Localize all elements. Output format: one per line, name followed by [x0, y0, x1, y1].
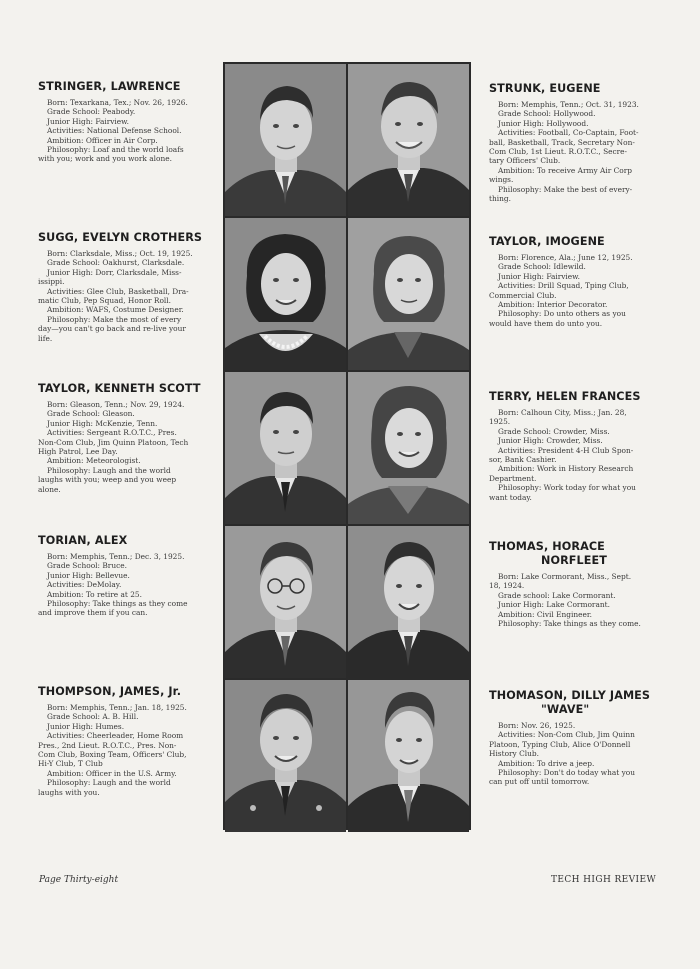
junior-high-line: Junior High: Fairview.	[498, 271, 580, 281]
student-name: TAYLOR, IMOGENE	[489, 235, 605, 248]
student-name: SUGG, EVELYN CROTHERS	[38, 231, 203, 244]
activities-line: Activities: Football, Co-Captain, Foot-	[498, 128, 639, 138]
student-name-line2: NORFLEET	[541, 554, 607, 567]
portrait-torian	[225, 526, 346, 678]
activities-line: Activities: National Defense School.	[47, 126, 182, 136]
entry-thomason	[489, 689, 665, 787]
portrait-grid	[223, 62, 471, 830]
portrait-terry	[348, 372, 469, 524]
philosophy-line-cont: would have them do unto you.	[489, 318, 603, 328]
student-nickname: "WAVE"	[541, 703, 590, 716]
philosophy-line: Philosophy: Take things as they come.	[498, 619, 641, 629]
portrait-taylor-imogene	[348, 218, 469, 370]
junior-high-line: Junior High: Hollywood.	[498, 118, 589, 128]
junior-high-line: Junior High: Crowder, Miss.	[498, 436, 603, 446]
portrait-male-image	[225, 680, 346, 832]
ambition-line-cont: wings.	[489, 175, 514, 185]
philosophy-line: Philosophy: Laugh and the world	[47, 465, 171, 475]
philosophy-line: Philosophy: Work today for what you	[498, 483, 636, 493]
philosophy-line-cont: with you; work and you work alone.	[38, 154, 172, 164]
activities-line-cont: Platoon, Typing Club, Alice O'Donnell	[489, 739, 631, 749]
student-name: TORIAN, ALEX	[38, 534, 128, 547]
student-name-line1: THOMASON, DILLY JAMES	[489, 689, 651, 702]
activities-line-cont: ball, Basketball, Track, Secretary Non-	[489, 137, 635, 147]
ambition-line: Ambition: WAFS, Costume Designer.	[47, 305, 184, 315]
ambition-line: Ambition: Civil Engineer.	[498, 609, 592, 619]
philosophy-line: Philosophy: Make the best of every-	[498, 184, 633, 194]
entry-stringer	[38, 80, 214, 164]
portrait-thomason	[348, 680, 469, 832]
portrait-male-image	[348, 64, 469, 216]
entry-terry	[489, 390, 665, 502]
junior-high-line: Junior High: Humes.	[47, 721, 125, 731]
entry-strunk	[489, 82, 665, 203]
portrait-male-image	[348, 526, 469, 678]
grade-school-line: Grade School: Bruce.	[47, 561, 127, 571]
activities-line-cont: Commercial Club.	[489, 290, 557, 300]
entry-taylor-kenneth	[38, 382, 214, 494]
entry-thompson	[38, 685, 214, 797]
portrait-sugg	[225, 218, 346, 370]
activities-line-cont: Com Club, Boxing Team, Officers' Club,	[38, 750, 187, 760]
junior-high-line: Junior High: Lake Cormorant.	[498, 600, 610, 610]
philosophy-line-cont: want today.	[489, 492, 532, 502]
philosophy-line-cont: thing.	[489, 194, 511, 204]
activities-line: Activities: Non-Com Club, Jim Quinn	[498, 730, 635, 740]
activities-line: Activities: President 4-H Club Spon-	[498, 445, 634, 455]
portrait-male-image	[225, 64, 346, 216]
philosophy-line-cont: life.	[38, 333, 53, 343]
entry-sugg	[38, 231, 214, 343]
student-name: TAYLOR, KENNETH SCOTT	[38, 382, 201, 395]
activities-line-cont: tary Officers' Club.	[489, 156, 561, 166]
student-name	[489, 540, 665, 568]
activities-line-cont: Pres., 2nd Lieut. R.O.T.C., Pres. Non-	[38, 740, 177, 750]
activities-line-cont: Com Club, 1st Lieut. R.O.T.C., Secre-	[489, 147, 628, 157]
portrait-male-image	[225, 372, 346, 524]
ambition-line: Ambition: To receive Army Air Corp	[498, 165, 633, 175]
philosophy-line-cont: can put off until tomorrow.	[489, 777, 590, 787]
publication-title: TECH HIGH REVIEW	[551, 875, 657, 885]
activities-line: Activities: Drill Squad, Tping Club,	[498, 281, 629, 291]
student-name: STRUNK, EUGENE	[489, 82, 601, 95]
entry-thomas	[489, 540, 665, 628]
philosophy-line-cont: laughs with you.	[38, 787, 100, 797]
ambition-line: Ambition: Interior Decorator.	[498, 300, 608, 310]
grade-school-line: Grade school: Lake Cormorant.	[498, 590, 616, 600]
grade-school-line: Grade School: Crowder, Miss.	[498, 426, 610, 436]
born-line: Born: Memphis, Tenn.; Oct. 31, 1923.	[498, 100, 639, 109]
portrait-male-image	[225, 526, 346, 678]
portrait-thompson	[225, 680, 346, 832]
portrait-female-image	[225, 218, 346, 370]
activities-line-cont: High Patrol, Lee Day.	[38, 447, 118, 457]
junior-high-line-cont: issippi.	[38, 277, 65, 287]
activities-line: Activities: Glee Club, Basketball, Dra-	[47, 286, 189, 296]
born-line: Born: Memphis, Tenn.; Dec. 3, 1925.	[47, 552, 185, 561]
portrait-taylor-kenneth	[225, 372, 346, 524]
junior-high-line: Junior High: Bellevue.	[47, 570, 130, 580]
activities-line: Activities: Cheerleader, Home Room	[47, 731, 184, 741]
grade-school-line: Grade School: Oakhurst, Clarksdale.	[47, 258, 185, 268]
grade-school-line: Grade School: Hollywood.	[498, 109, 596, 119]
portrait-stringer	[225, 64, 346, 216]
portrait-strunk	[348, 64, 469, 216]
born-line: Born: Florence, Ala.; June 12, 1925.	[498, 253, 633, 262]
ambition-line: Ambition: To drive a jeep.	[498, 758, 595, 768]
philosophy-line: Philosophy: Loaf and the world loafs	[47, 145, 184, 155]
student-name	[489, 689, 665, 717]
grade-school-line: Grade School: A. B. Hill.	[47, 712, 139, 722]
ambition-line: Ambition: To retire at 25.	[47, 589, 142, 599]
philosophy-line: Philosophy: Don't do today what you	[498, 768, 635, 778]
portrait-female-image	[348, 218, 469, 370]
philosophy-line-cont: alone.	[38, 484, 61, 494]
activities-line: Activities: Sergeant R.O.T.C., Pres.	[47, 428, 177, 438]
activities-line-cont: sor, Bank Cashier.	[489, 455, 557, 465]
born-line: Born: Nov. 26, 1925.	[498, 721, 576, 730]
ambition-line: Ambition: Work in History Research	[498, 464, 634, 474]
born-line: Born: Lake Cormorant, Miss., Sept.	[498, 572, 632, 581]
philosophy-line-cont: day—you can't go back and re-live your	[38, 324, 186, 334]
philosophy-line: Philosophy: Make the most of every	[47, 314, 182, 324]
ambition-line: Ambition: Officer in the U.S. Army.	[47, 768, 177, 778]
philosophy-line: Philosophy: Do unto others as you	[498, 309, 626, 319]
born-line: Born: Clarksdale, Miss.; Oct. 19, 1925.	[47, 249, 193, 258]
portrait-female-image	[348, 372, 469, 524]
junior-high-line: Junior High: Fairview.	[47, 116, 129, 126]
student-name: TERRY, HELEN FRANCES	[489, 390, 641, 403]
activities-line-cont: Hi-Y Club, T Club	[38, 759, 103, 769]
born-line: Born: Calhoun City, Miss.; Jan. 28,	[498, 408, 627, 417]
entry-taylor-imogene	[489, 235, 665, 328]
ambition-line-cont: Department.	[489, 473, 537, 483]
page-number: Page Thirty-eight	[39, 875, 119, 885]
activities-line-cont: matic Club, Pep Squad, Honor Roll.	[38, 296, 172, 306]
philosophy-line: Philosophy: Laugh and the world	[47, 778, 171, 788]
born-line: Born: Texarkana, Tex.; Nov. 26, 1926.	[47, 98, 188, 107]
activities-line-cont: History Club.	[489, 749, 539, 759]
philosophy-line: Philosophy: Take things as they come	[47, 599, 188, 609]
born-line-cont: 18, 1924.	[489, 581, 525, 591]
activities-line: Activities: DeMolay.	[47, 580, 122, 590]
philosophy-line-cont: and improve them if you can.	[38, 608, 148, 618]
junior-high-line: Junior High: McKenzie, Tenn.	[47, 418, 158, 428]
grade-school-line: Grade School: Gleason.	[47, 409, 135, 419]
junior-high-line: Junior High: Dorr, Clarksdale, Miss-	[47, 267, 182, 277]
grade-school-line: Grade School: Idlewild.	[498, 262, 586, 272]
portrait-male-image	[348, 680, 469, 832]
student-name-line1: THOMAS, HORACE	[489, 540, 605, 553]
born-line-cont: 1925.	[489, 417, 511, 427]
born-line: Born: Gleason, Tenn.; Nov. 29, 1924.	[47, 400, 185, 409]
student-name: THOMPSON, JAMES, Jr.	[38, 685, 182, 698]
entry-torian	[38, 534, 214, 618]
grade-school-line: Grade School: Peabody.	[47, 107, 136, 117]
portrait-thomas	[348, 526, 469, 678]
activities-line-cont: Non-Com Club, Jim Quinn Platoon, Tech	[38, 437, 189, 447]
born-line: Born: Memphis, Tenn.; Jan. 18, 1925.	[47, 703, 187, 712]
ambition-line: Ambition: Officer in Air Corp.	[47, 135, 158, 145]
student-name: STRINGER, LAWRENCE	[38, 80, 181, 93]
philosophy-line-cont: laughs with you; weep and you weep	[38, 475, 177, 485]
ambition-line: Ambition: Meteorologist.	[47, 456, 141, 466]
